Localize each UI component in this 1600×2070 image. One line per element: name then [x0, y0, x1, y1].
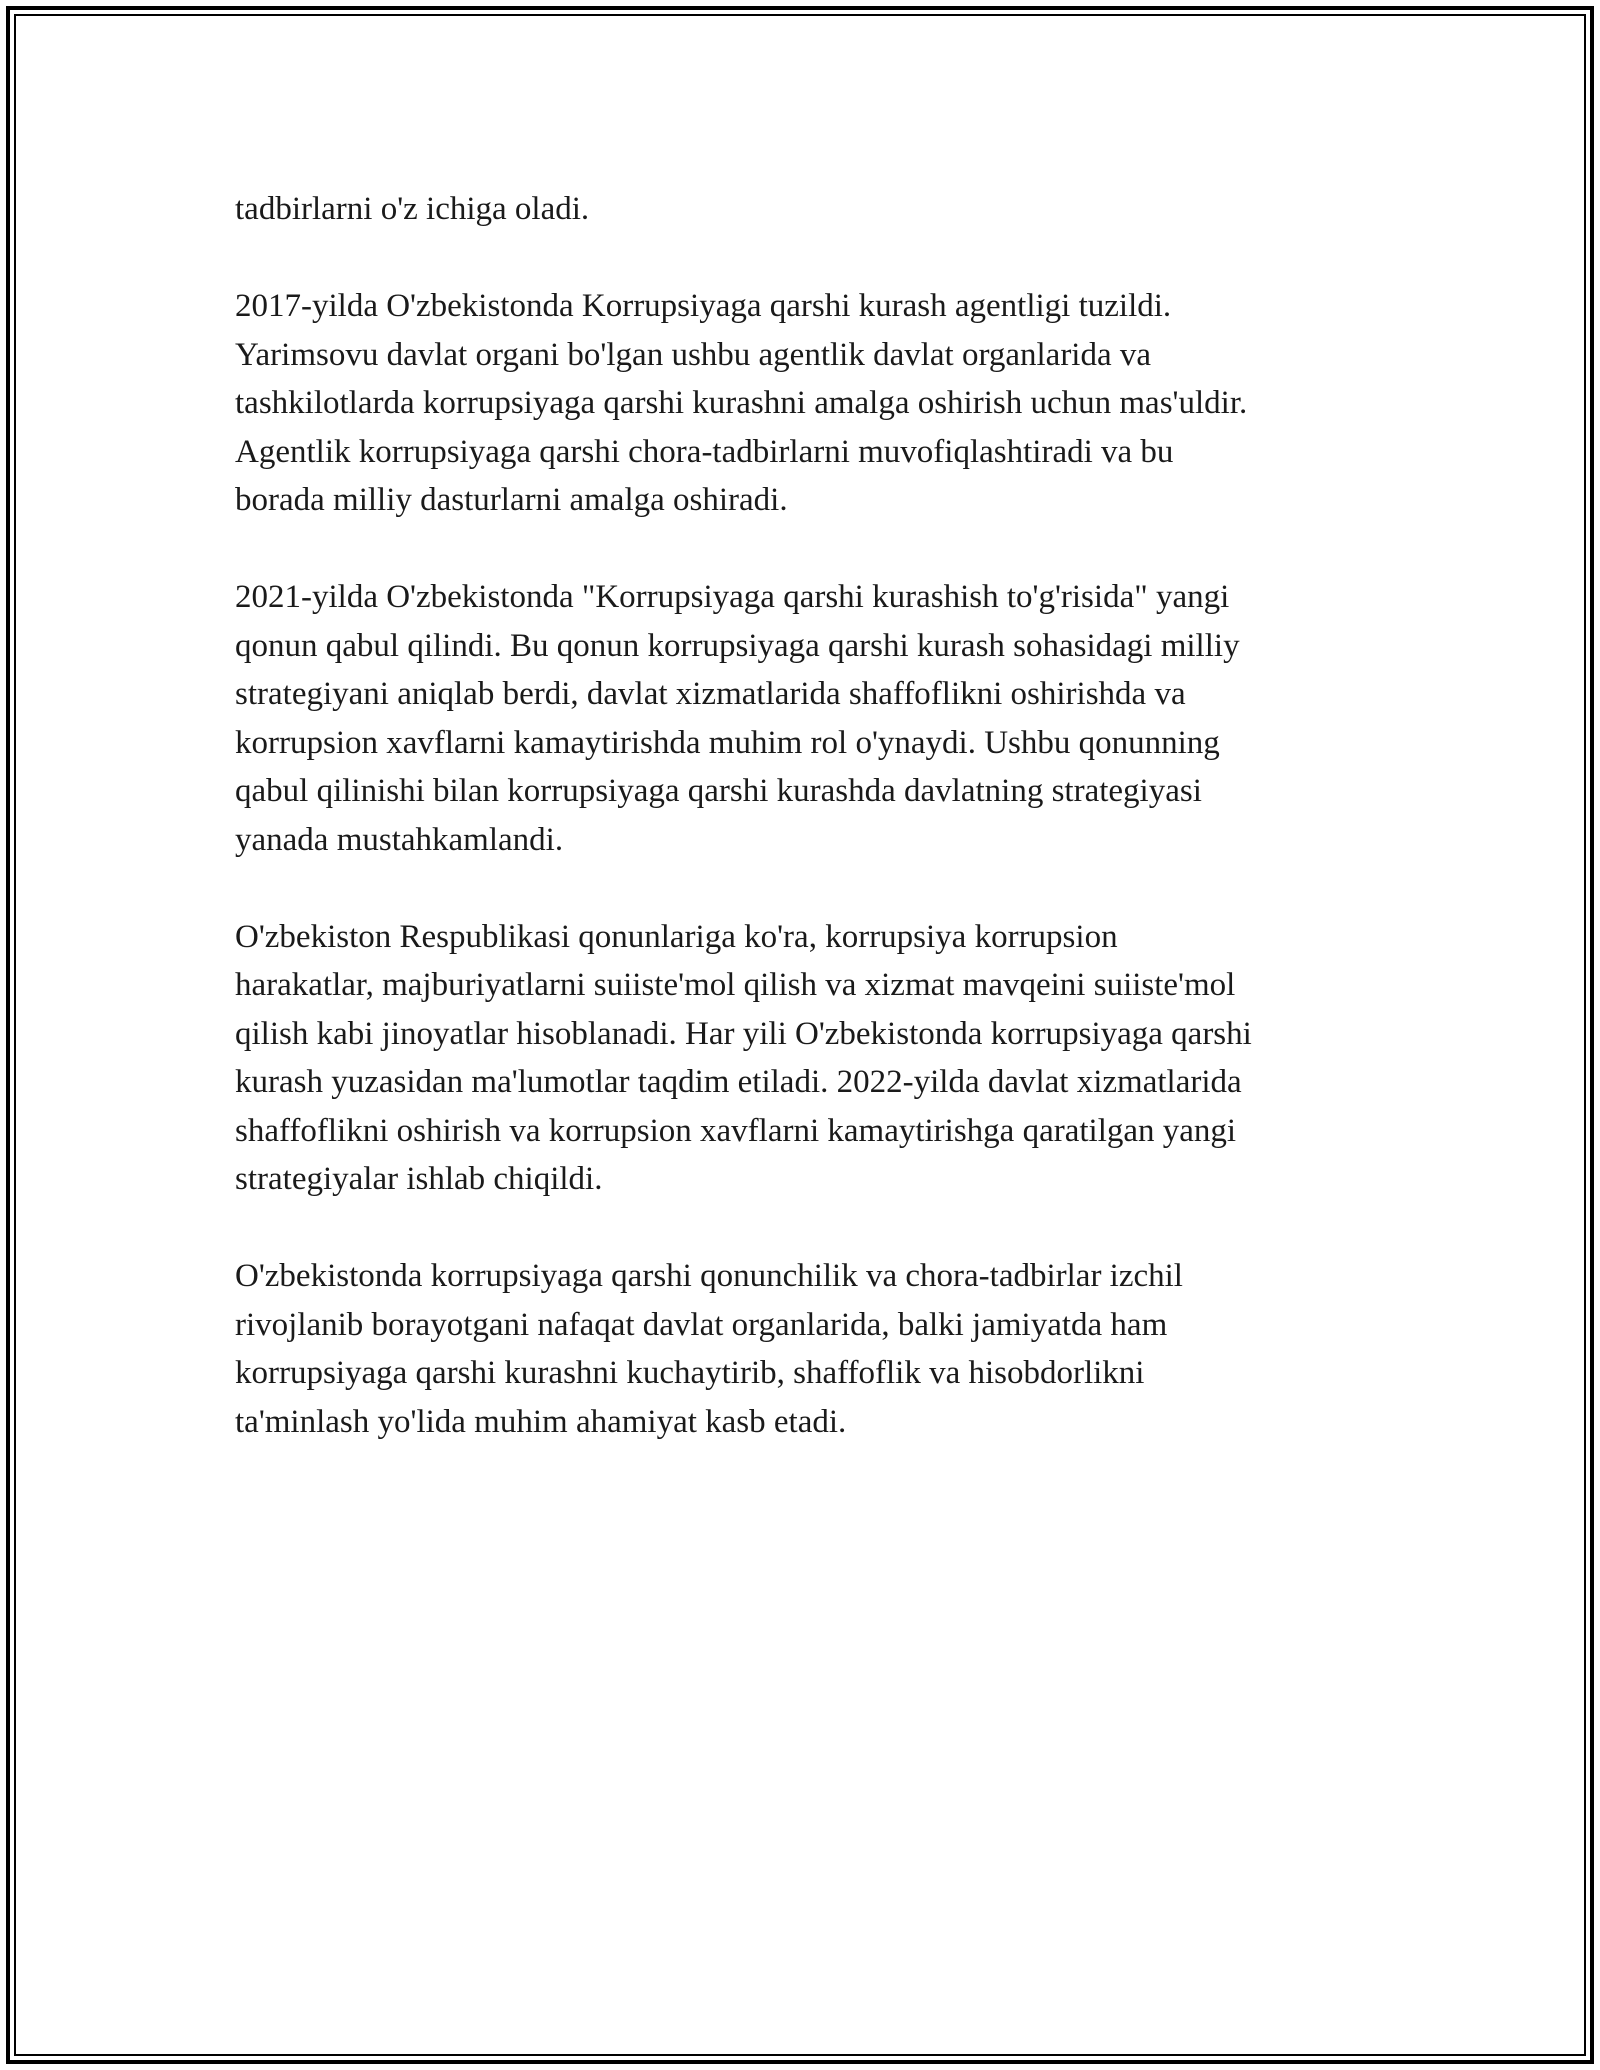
- text-line: strategiyani aniqlab berdi, davlat xizmatlarida shaffoflikni oshirishda va: [235, 676, 1186, 712]
- paragraph-1: [235, 185, 1385, 234]
- text-line: 2017-yilda O'zbekistonda Korrupsiyaga qarshi kurash agentligi tuzildi.: [235, 288, 1172, 324]
- paragraph-2: [235, 282, 1385, 525]
- text-line: tashkilotlarda korrupsiyaga qarshi kurashni amalga oshirish uchun mas'uldir.: [235, 385, 1248, 421]
- paragraph-3: [235, 573, 1385, 864]
- text-line: borada milliy dasturlarni amalga oshiradi.: [235, 482, 788, 518]
- text-line: ta'minlash yo'lida muhim ahamiyat kasb etadi.: [235, 1403, 847, 1440]
- text-line: 2021-yilda O'zbekistonda "Korrupsiyaga qarshi kurashish to'g'risida" yangi: [235, 579, 1230, 615]
- text-line: Yarimsovu davlat organi bo'lgan ushbu agentlik davlat organlarida va: [235, 336, 1152, 373]
- text-line: Agentlik korrupsiyaga qarshi chora-tadbirlarni muvofiqlashtiradi va bu: [235, 433, 1174, 470]
- text-line: O'zbekistonda korrupsiyaga qarshi qonunchilik va chora-tadbirlar izchil: [235, 1258, 1183, 1294]
- text-line: O'zbekiston Respublikasi qonunlariga ko'ra, korrupsiya korrupsion: [235, 918, 1118, 955]
- text-line: strategiyalar ishlab chiqildi.: [235, 1161, 603, 1197]
- paragraph-5: [235, 1252, 1385, 1446]
- document-body: [235, 185, 1385, 1495]
- text-line: yanada mustahkamlandi.: [235, 821, 564, 858]
- text-line: shaffoflikni oshirish va korrupsion xavflarni kamaytirishga qaratilgan yangi: [235, 1112, 1237, 1149]
- text-line: korrupsiyaga qarshi kurashni kuchaytirib, shaffoflik va hisobdorlikni: [235, 1355, 1145, 1391]
- text-line: kurash yuzasidan ma'lumotlar taqdim etiladi. 2022-yilda davlat xizmatlarida: [235, 1064, 1242, 1100]
- text-line: qabul qilinishi bilan korrupsiyaga qarshi kurashda davlatning strategiyasi: [235, 773, 1202, 809]
- text-line: korrupsion xavflarni kamaytirishda muhim rol o'ynaydi. Ushbu qonunning: [235, 724, 1220, 761]
- text-line: qilish kabi jinoyatlar hisoblanadi. Har yili O'zbekistonda korrupsiyaga qarshi: [235, 1015, 1252, 1052]
- text-line: rivojlanib borayotgani nafaqat davlat organlarida, balki jamiyatda ham: [235, 1306, 1168, 1343]
- paragraph-4: [235, 913, 1385, 1204]
- text-line: tadbirlarni o'z ichiga oladi.: [235, 191, 590, 227]
- text-line: harakatlar, majburiyatlarni suiiste'mol qilish va xizmat mavqeini suiiste'mol: [235, 967, 1236, 1003]
- text-line: qonun qabul qilindi. Bu qonun korrupsiyaga qarshi kurash sohasidagi milliy: [235, 627, 1240, 664]
